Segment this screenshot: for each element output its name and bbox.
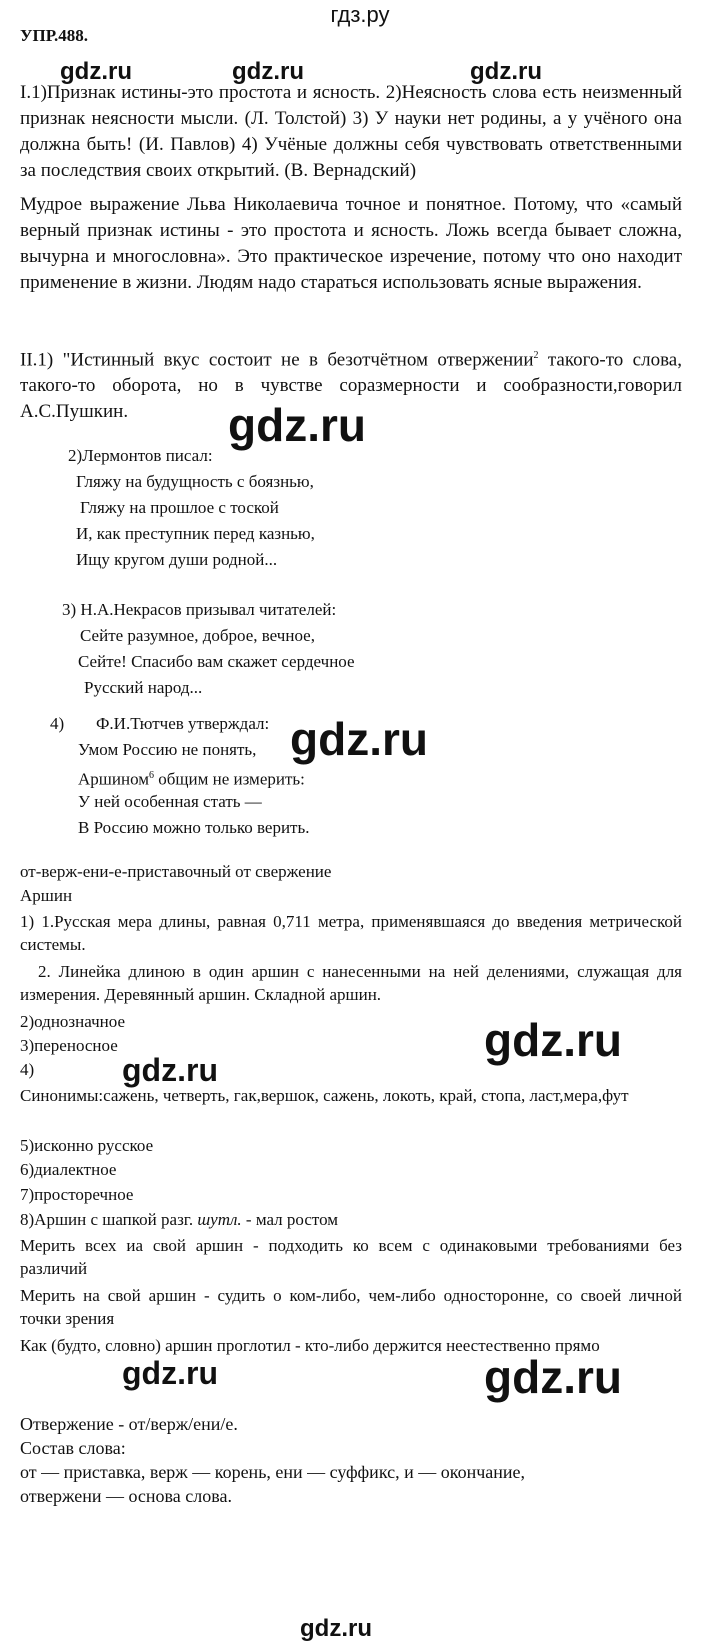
analysis-item: 7)просторечное xyxy=(20,1185,134,1204)
idiom: Мерить на свой аршин - судить о ком-либо, чем-либо односторонне, со своей личной точки зрения xyxy=(20,1286,682,1328)
poem-line: У ней особенная стать — xyxy=(78,792,262,811)
poem-line: В Россию можно только верить. xyxy=(78,818,310,837)
poem-line: Гляжу на будущность с боязнью, xyxy=(76,472,314,491)
watermark: gdz.ru xyxy=(300,1615,372,1642)
watermark: gdz.ru xyxy=(232,58,304,85)
watermark: gdz.ru xyxy=(484,1014,622,1066)
synonyms: Синонимы:сажень, четверть, гак,вершок, сажень, локоть, край, стопа, ласт,мера,фут xyxy=(20,1086,629,1105)
analysis-item: 2)однозначное xyxy=(20,1012,125,1031)
poem-number: 4) xyxy=(50,714,65,733)
watermark: gdz.ru xyxy=(228,399,366,451)
morphology-line: Состав слова: xyxy=(20,1438,126,1458)
poem-line: Сейте разумное, доброе, вечное, xyxy=(80,626,315,645)
section-1-text: I.1)Признак истины-это простота и ясность. 2)Неясность слова есть неизменный признак неясности мысли. (Л. Толстой) 3) У науки нет родины, а у учёного она должна быть! (И. Павлов) 4) Учёные должны себя чувствовать ответственными за последствия своих открытий. (В. Вернадский) xyxy=(20,82,682,181)
morphology-line: отвержени — основа слова. xyxy=(20,1486,233,1506)
analysis-line: Аршин xyxy=(20,886,73,905)
poem-line: И, как преступник перед казнью, xyxy=(76,524,315,543)
analysis-item: 8)Аршин с шапкой разг. шутл. - мал ростом xyxy=(20,1210,339,1229)
analysis-item: 1) 1.Русская мера длины, равная 0,711 метра, применявшаяся до введения метрической системы. xyxy=(20,912,682,954)
analysis-item: 2. Линейка длиною в один аршин с нанесенными на ней делениями, служащая для измерения. Деревянный аршин. Складной аршин. xyxy=(20,962,682,1004)
morphology-line: от — приставка, верж — корень, ени — суффикс, и — окончание, xyxy=(20,1462,525,1482)
poem-line: Умом Россию не понять, xyxy=(78,740,257,759)
idiom: Мерить всех иа свой аршин - подходить ко всем с одинаковыми требованиями без различий xyxy=(20,1236,682,1278)
poem-intro: Ф.И.Тютчев утверждал: xyxy=(96,714,270,733)
section-3-text: II.1) "Истинный вкус состоит не в безотчётном отвержении$^2$ такого-то слова, такого-то оборота, но в чувстве соразмерности и сообразности,говорил А.С.Пушкин. xyxy=(20,349,682,423)
watermark: gdz.ru xyxy=(484,1351,622,1403)
analysis-item: 6)диалектное xyxy=(20,1160,117,1179)
watermark: gdz.ru xyxy=(60,58,132,85)
analysis-item: 4) xyxy=(20,1060,35,1079)
watermark: gdz.ru xyxy=(290,713,428,765)
watermark: gdz.ru xyxy=(122,1052,218,1088)
poem-line: Ищу кругом души родной... xyxy=(76,550,278,569)
poem-line: Сейте! Спасибо вам скажет сердечное xyxy=(78,652,355,671)
analysis-line: от-верж-ени-е-приставочный от свержение xyxy=(20,862,332,881)
poem-line: Русский народ... xyxy=(84,678,203,697)
poem-intro: 2)Лермонтов писал: xyxy=(68,446,213,465)
analysis-item: 5)исконно русское xyxy=(20,1136,154,1155)
morphology-line: Отвержение - от/верж/ени/е. xyxy=(20,1414,238,1434)
idiom: Как (будто, словно) аршин проглотил - кто-либо держится неестественно прямо xyxy=(20,1336,600,1355)
exercise-title: УПР.488. xyxy=(20,26,88,45)
poem-line: Аршином$^6$ общим не измерить: xyxy=(78,769,305,789)
watermark: gdz.ru xyxy=(470,58,542,85)
site-header: гдз.ру xyxy=(330,2,390,27)
analysis-item: 3)переносное xyxy=(20,1036,118,1055)
poem-line: Гляжу на прошлое с тоской xyxy=(80,498,279,517)
section-2-text: Мудрое выражение Льва Николаевича точное и понятное. Потому, что «самый верный признак истины - это простота и ясность. Ложь всегда бывает сложна, вычурна и многословна». Это практическое изречение, потому что оно находит применение в жизни. Людям надо стараться использовать ясные выражения. xyxy=(20,194,682,293)
watermark: gdz.ru xyxy=(122,1355,218,1391)
poem-intro: 3) Н.А.Некрасов призывал читателей: xyxy=(62,600,337,619)
